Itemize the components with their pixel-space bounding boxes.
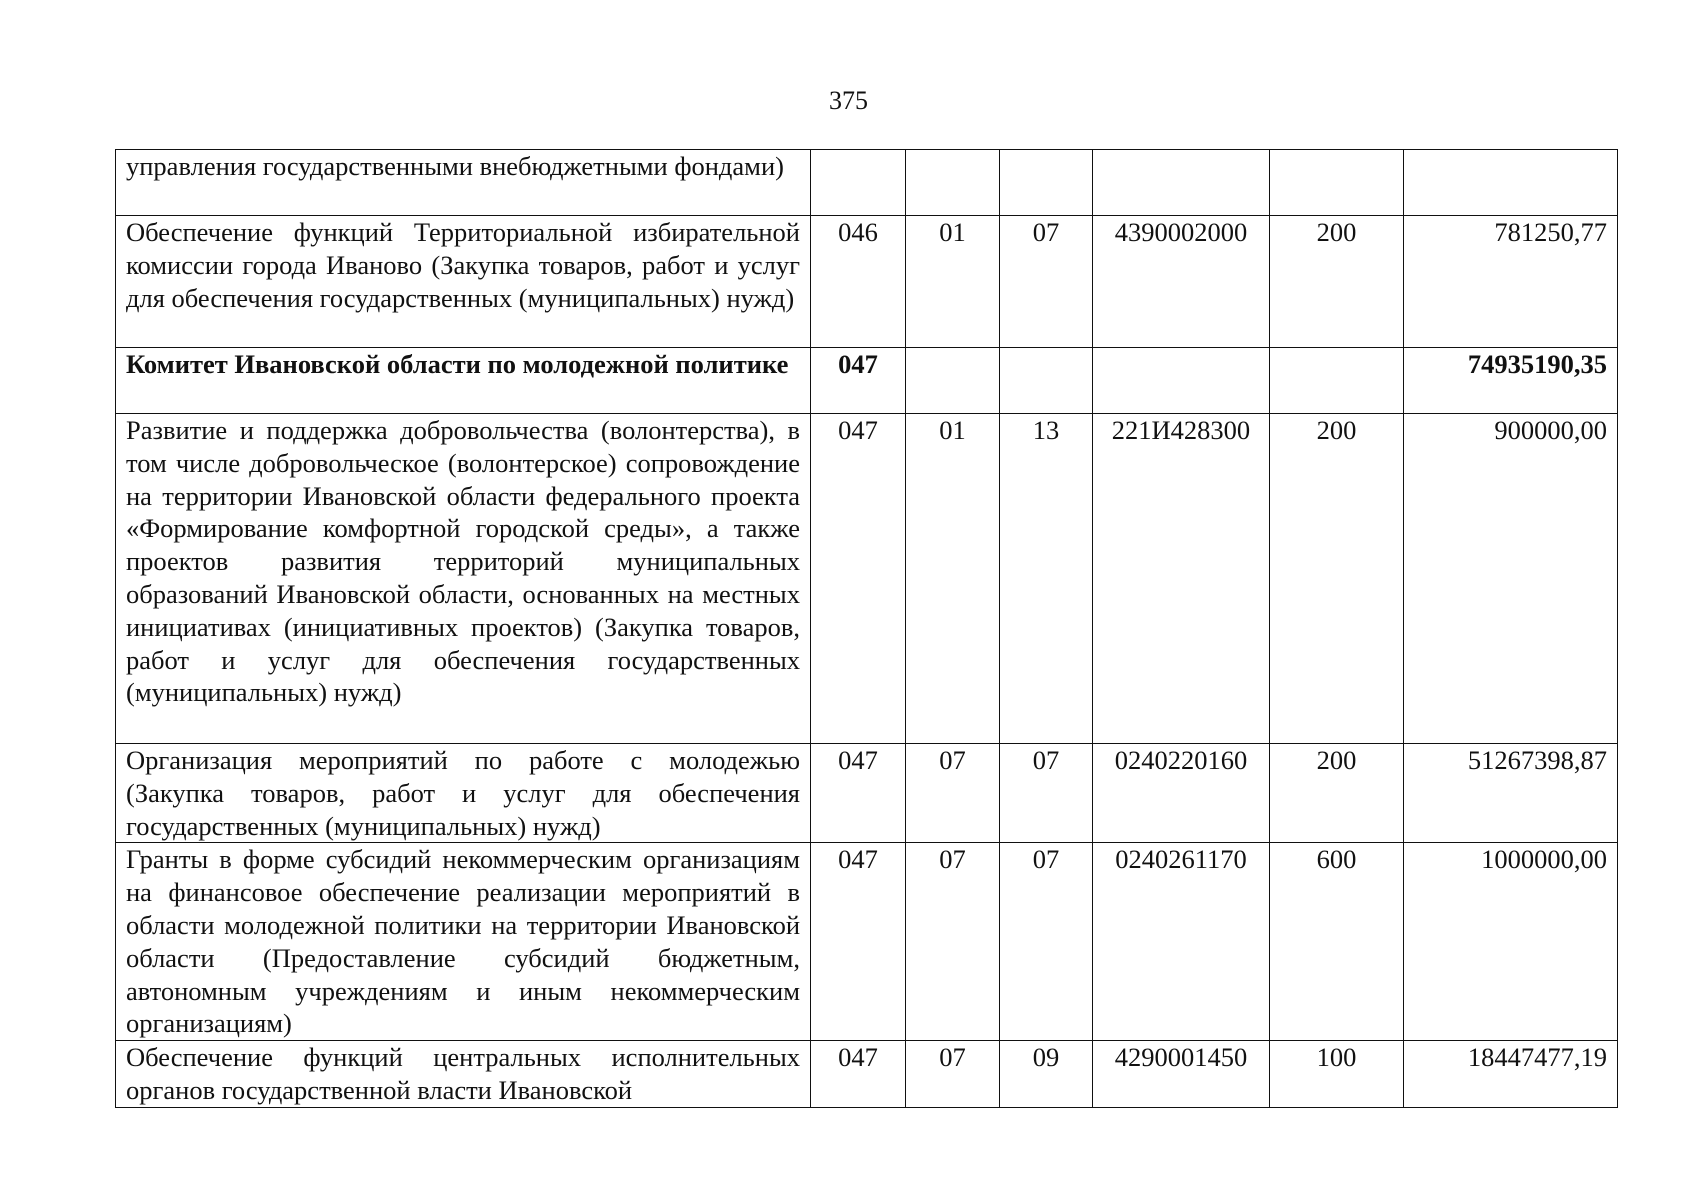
expense-type-cell: 600 (1270, 843, 1404, 1041)
expense-name-cell: Гранты в форме субсидий некоммерческим организациям на финансовое обеспечение реализации мероприятий в области молодежной политики на территории Ивановской области (Предоставление субсидий бюджетным, автономным учреждениям и иным некоммерческим организациям) (116, 843, 811, 1041)
page-number: 375 (829, 86, 868, 115)
grbs-code-cell: 047 (811, 744, 906, 843)
expense-name-cell: Обеспечение функций центральных исполнительных органов государственной власти Ивановской (116, 1041, 811, 1108)
section-code-cell: 07 (906, 843, 1000, 1041)
expense-name-cell: Организация мероприятий по работе с молодежью (Закупка товаров, работ и услуг для обеспечения государственных (муниципальных) нужд) (116, 744, 811, 843)
grbs-code-cell: 046 (811, 216, 906, 348)
amount-cell: 781250,77 (1404, 216, 1618, 348)
grbs-code-cell: 047 (811, 414, 906, 744)
subsection-code-cell (1000, 150, 1093, 216)
expense-name-cell: Комитет Ивановской области по молодежной политике (116, 348, 811, 414)
table-row (116, 150, 1618, 216)
target-article-cell (1093, 348, 1270, 414)
expense-type-cell (1270, 348, 1404, 414)
target-article-cell: 221И428300 (1093, 414, 1270, 744)
table-row (116, 348, 1618, 414)
subsection-code-cell: 07 (1000, 843, 1093, 1041)
target-article-cell: 0240261170 (1093, 843, 1270, 1041)
target-article-cell (1093, 150, 1270, 216)
grbs-code-cell: 047 (811, 1041, 906, 1108)
expense-type-cell: 200 (1270, 744, 1404, 843)
section-code-cell: 01 (906, 414, 1000, 744)
table-row (116, 216, 1618, 348)
section-code-cell: 01 (906, 216, 1000, 348)
subsection-code-cell: 07 (1000, 216, 1093, 348)
table-row (116, 744, 1618, 843)
subsection-code-cell: 13 (1000, 414, 1093, 744)
subsection-code-cell (1000, 348, 1093, 414)
budget-table (115, 149, 1618, 1108)
section-code-cell (906, 348, 1000, 414)
expense-name-cell: управления государственными внебюджетными фондами) (116, 150, 811, 216)
section-code-cell (906, 150, 1000, 216)
expense-type-cell: 100 (1270, 1041, 1404, 1108)
expense-name-cell: Обеспечение функций Территориальной избирательной комиссии города Иваново (Закупка товаров, работ и услуг для обеспечения государственных (муниципальных) нужд) (116, 216, 811, 348)
section-code-cell: 07 (906, 744, 1000, 843)
target-article-cell: 0240220160 (1093, 744, 1270, 843)
table-row (116, 843, 1618, 1041)
expense-type-cell (1270, 150, 1404, 216)
expense-type-cell: 200 (1270, 414, 1404, 744)
amount-cell: 18447477,19 (1404, 1041, 1618, 1108)
expense-type-cell: 200 (1270, 216, 1404, 348)
table-row (116, 414, 1618, 744)
amount-cell: 1000000,00 (1404, 843, 1618, 1041)
amount-cell: 74935190,35 (1404, 348, 1618, 414)
subsection-code-cell: 09 (1000, 1041, 1093, 1108)
table-row (116, 1041, 1618, 1108)
amount-cell (1404, 150, 1618, 216)
grbs-code-cell: 047 (811, 348, 906, 414)
target-article-cell: 4390002000 (1093, 216, 1270, 348)
subsection-code-cell: 07 (1000, 744, 1093, 843)
amount-cell: 51267398,87 (1404, 744, 1618, 843)
section-code-cell: 07 (906, 1041, 1000, 1108)
grbs-code-cell (811, 150, 906, 216)
expense-name-cell: Развитие и поддержка добровольчества (волонтерства), в том числе добровольческое (волонтерское) сопровождение на территории Ивановской области федерального проекта «Формирование комфортной городской среды», а также проектов развития территорий муниципальных образований Ивановской области, основанных на местных инициативах (инициативных проектов) (Закупка товаров, работ и услуг для обеспечения государственных (муниципальных) нужд) (116, 414, 811, 744)
grbs-code-cell: 047 (811, 843, 906, 1041)
target-article-cell: 4290001450 (1093, 1041, 1270, 1108)
amount-cell: 900000,00 (1404, 414, 1618, 744)
